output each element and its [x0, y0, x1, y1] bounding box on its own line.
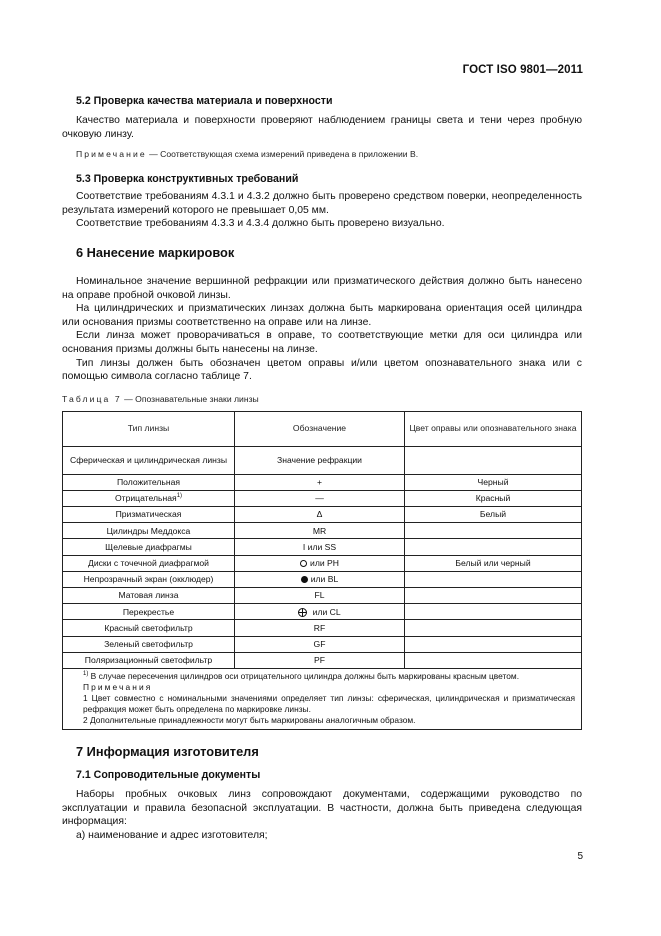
lens-type-cell: Матовая линза: [63, 588, 235, 604]
designation-cell: MR: [235, 523, 405, 539]
designation-cell: Δ: [235, 507, 405, 523]
table-row: [63, 588, 582, 604]
table-caption-label: Таблица 7: [62, 393, 122, 404]
color-cell: [405, 571, 582, 587]
section-6-title: 6 Нанесение маркировок: [76, 244, 235, 260]
section-5-3-paragraph-2: Соответствие требованиям 4.3.3 и 4.3.4 должно быть проверено визуально.: [76, 218, 445, 230]
table-7-caption: [62, 394, 582, 405]
footnote-1: [69, 671, 575, 682]
designation-cell: [235, 604, 405, 620]
color-cell: Черный: [405, 474, 582, 490]
section-6-paragraph-4: Тип линзы должен быть обозначен цветом оправы и/или цветом опознавательного знака или с помощью символа согласно таблице 7.: [62, 357, 582, 383]
lens-type-cell: Диски с точечной диафрагмой: [63, 555, 235, 571]
color-cell: [405, 620, 582, 636]
color-cell: [405, 604, 582, 620]
table-row: [63, 620, 582, 636]
lens-identification-table: [62, 411, 582, 730]
lens-type-cell: Призматическая: [63, 507, 235, 523]
table-row: [63, 604, 582, 620]
page-content: [62, 94, 582, 842]
table-row: [63, 652, 582, 668]
designation-text: или CL: [310, 606, 341, 617]
lens-type-cell: [63, 490, 235, 506]
color-cell: Красный: [405, 490, 582, 506]
color-cell: Белый или черный: [405, 555, 582, 571]
table-footnotes: [63, 668, 582, 729]
table-row: [63, 636, 582, 652]
note-label: Примечание: [76, 149, 147, 160]
designation-cell: RF: [235, 620, 405, 636]
designation-cell: [235, 555, 405, 571]
section-7-title: 7 Информация изготовителя: [76, 743, 259, 759]
table-row: [63, 523, 582, 539]
table-row: [63, 474, 582, 490]
lens-type-cell: Непрозрачный экран (окклюдер): [63, 571, 235, 587]
table-row: [63, 571, 582, 587]
table-footnote-row: [63, 668, 582, 729]
designation-text: или PH: [310, 558, 339, 568]
section-5-3-paragraph-1: Соответствие требованиям 4.3.1 и 4.3.2 должно быть проверено средством поверки, неопределенность результата измерений которого не превышает 0,05 мм.: [62, 191, 582, 216]
designation-cell: +: [235, 474, 405, 490]
lens-type-cell: Перекрестье: [63, 604, 235, 620]
designation-text: или BL: [310, 574, 339, 585]
designation-cell: FL: [235, 588, 405, 604]
table-row: [63, 507, 582, 523]
section-5-2-note: [62, 149, 582, 160]
designation-cell: GF: [235, 636, 405, 652]
table-header-row: [63, 411, 582, 446]
color-cell: [405, 523, 582, 539]
designation-cell: PF: [235, 652, 405, 668]
footnote-mark: 1): [83, 670, 89, 677]
circle-icon: [300, 560, 307, 567]
lens-type-cell: Положительная: [63, 474, 235, 490]
footnote-text: В случае пересечения цилиндров оси отрицательного цилиндра должны быть маркированы красным цветом.: [88, 670, 520, 681]
lens-type-cell: Цилиндры Меддокса: [63, 523, 235, 539]
table-note-2: 2 Дополнительные принадлежности могут быть маркированы аналогичным образом.: [83, 714, 416, 725]
section-6-paragraph-2: На цилиндрических и призматических линзах должна быть маркирована ориентация осей цилиндра или основания призмы соответственно на оправе или на линзе.: [62, 303, 582, 328]
header-designation: Обозначение: [235, 411, 405, 446]
color-cell: [405, 539, 582, 555]
designation-cell: I или SS: [235, 539, 405, 555]
document-code-header: ГОСТ ISO 9801—2011: [462, 64, 583, 76]
table-row: [63, 490, 582, 506]
section-5-2-title: 5.2 Проверка качества материала и поверхности: [76, 95, 333, 107]
lens-type-cell: Зеленый светофильтр: [63, 636, 235, 652]
color-cell: Белый: [405, 507, 582, 523]
lens-type-cell: Щелевые диафрагмы: [63, 539, 235, 555]
designation-cell: —: [235, 490, 405, 506]
lens-type-cell: Сферическая и цилиндрическая линзы: [63, 446, 235, 474]
color-cell: [405, 446, 582, 474]
color-cell: [405, 588, 582, 604]
filled-dot-icon: [301, 576, 308, 583]
list-item-a: а) наименование и адрес изготовителя;: [76, 829, 268, 841]
header-frame-color: Цвет оправы или опознавательного знака: [405, 411, 582, 446]
section-6-paragraph-3: Если линза может проворачиваться в оправе, то соответствующие метки для оси цилиндра или основания призмы должны быть нанесены на линзе.: [62, 330, 582, 355]
crosshair-icon: [298, 608, 307, 617]
table-caption-text: — Опознавательные знаки линзы: [121, 393, 259, 404]
designation-cell: Значение рефракции: [235, 446, 405, 474]
table-note-1: 1 Цвет совместно с номинальными значениями определяет тип линзы: сферическая, цилиндрическая и призматическая рефракция может быть определена по маркировке линзы.: [83, 692, 575, 714]
page-number: 5: [577, 851, 583, 862]
table-row: [63, 539, 582, 555]
color-cell: [405, 636, 582, 652]
section-7-1-paragraph: Наборы пробных очковых линз сопровождают документами, содержащими руководство по эксплуатации и правила безопасной эксплуатации. В частности, должна быть приведена следующая информация:: [62, 788, 582, 828]
notes-label: Примечания: [83, 681, 153, 692]
lens-type-cell: Поляризационный светофильтр: [63, 652, 235, 668]
section-5-2-paragraph: Качество материала и поверхности проверяют наблюдением границы света и тени через пробную очковую линзу.: [62, 115, 582, 140]
section-5-3-title: 5.3 Проверка конструктивных требований: [76, 173, 299, 186]
table-row: [63, 555, 582, 571]
table-row: [63, 446, 582, 474]
header-lens-type: Тип линзы: [63, 411, 235, 446]
note-text: — Соответствующая схема измерений приведена в приложении В.: [146, 149, 419, 160]
designation-cell: [235, 571, 405, 587]
footnote-ref: 1): [176, 493, 183, 500]
section-7-1-title: 7.1 Сопроводительные документы: [76, 768, 261, 781]
lens-type-cell: Красный светофильтр: [63, 620, 235, 636]
color-cell: [405, 652, 582, 668]
lens-type-text: Отрицательная: [114, 493, 177, 504]
section-6-paragraph-1: Номинальное значение вершинной рефракции или призматического действия должно быть нанесено на оправе пробной очковой линзы.: [62, 275, 582, 301]
